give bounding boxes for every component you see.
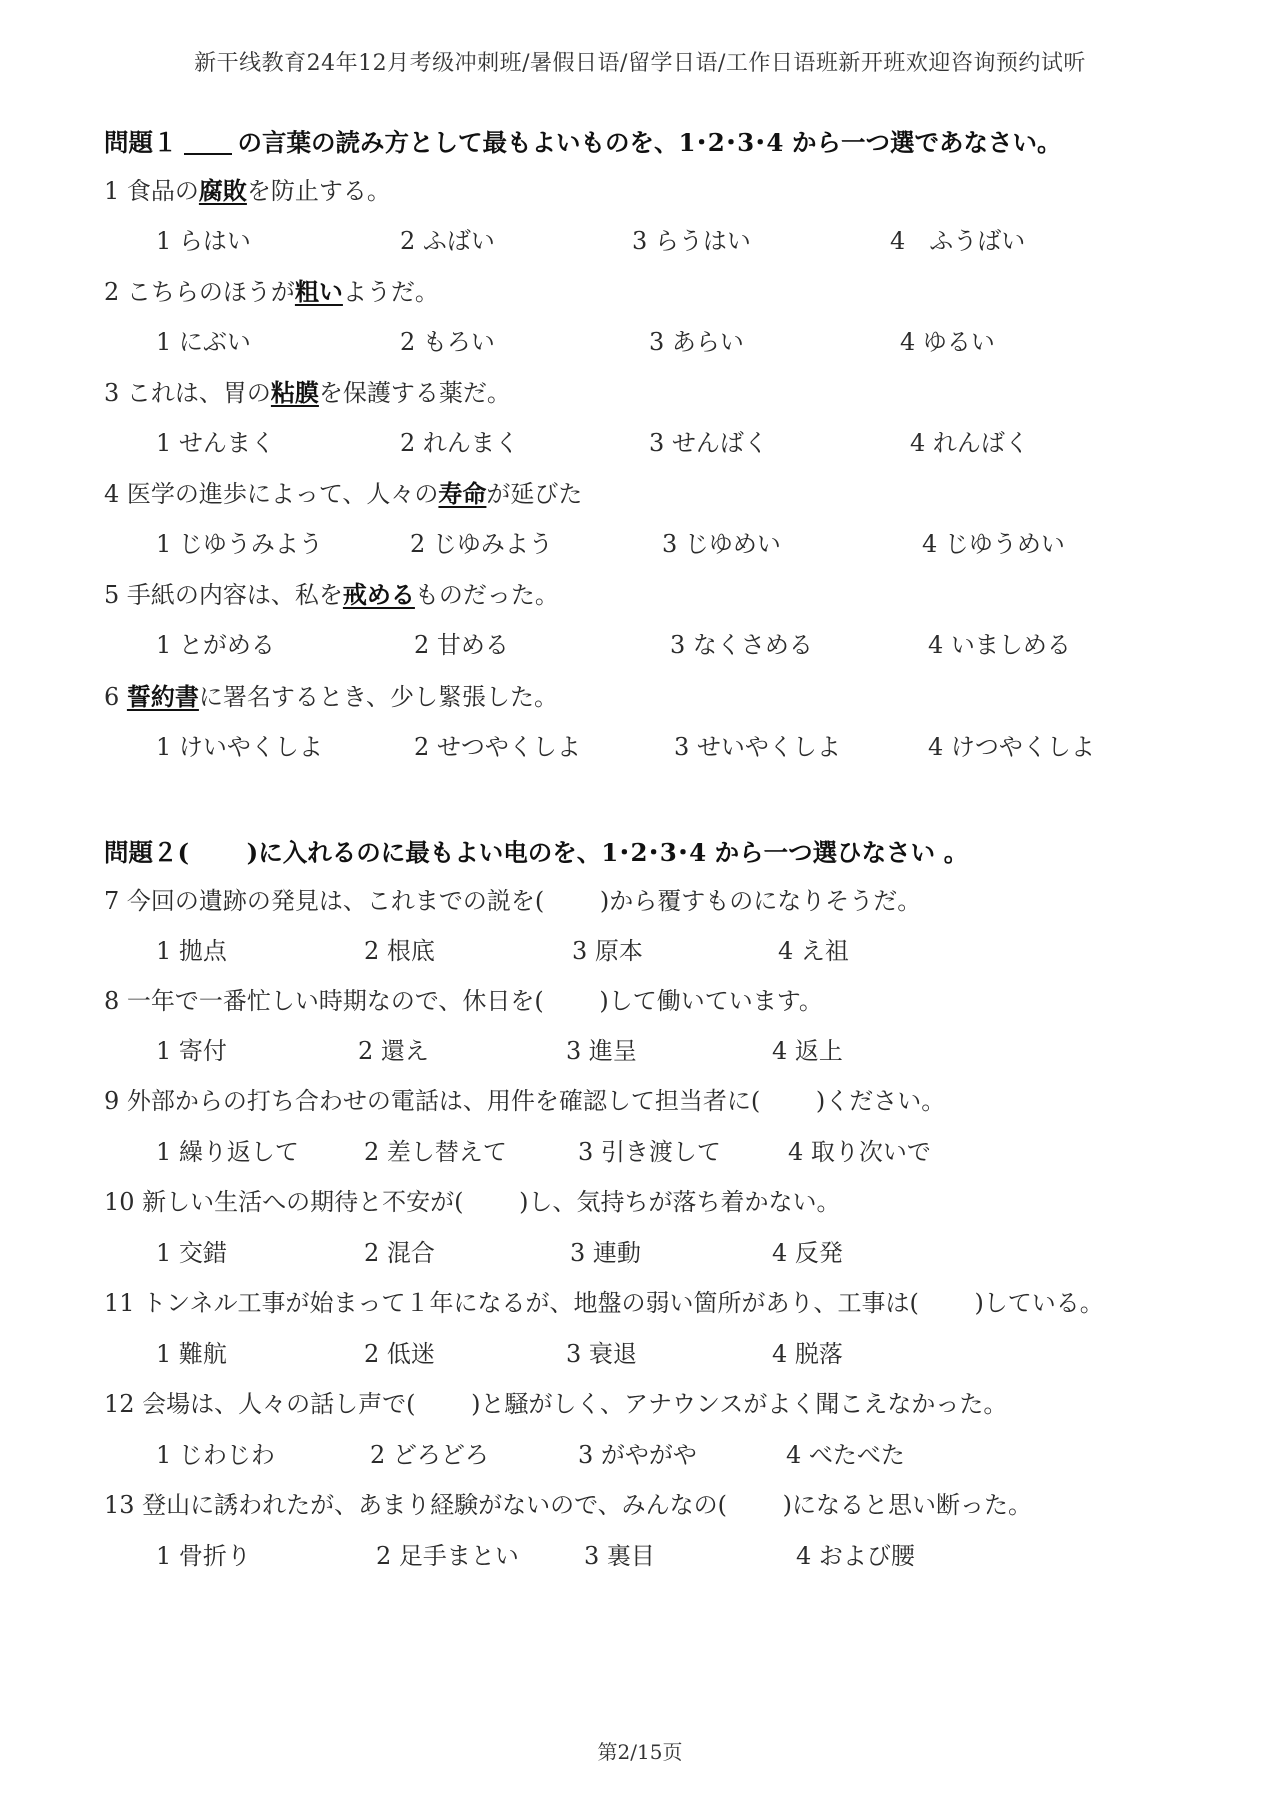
question-text: を保護する薬だ。	[318, 379, 511, 407]
question-text: ものだった。	[414, 581, 559, 609]
option: 1 じゆうみよう	[156, 530, 323, 558]
option: 1 寄付	[156, 1037, 227, 1065]
question-text: に署名するとき、少し緊張した。	[198, 683, 558, 711]
question-11: 11 トンネル工事が始まって１年になるが、地盤の弱い箇所があり、工事は( )している。	[104, 1289, 1104, 1317]
question-text: が延びた	[486, 480, 583, 508]
option: 3 引き渡して	[578, 1138, 721, 1166]
option: 4 いましめる	[928, 631, 1071, 659]
option: 1 骨折り	[156, 1542, 251, 1570]
page-number: 第2/15页	[597, 1740, 683, 1764]
question-2	[104, 275, 1240, 309]
underlined-word: 粘膜	[270, 378, 319, 407]
option: 1 難航	[156, 1340, 227, 1368]
question-4	[104, 477, 1240, 511]
underlined-word: 誓約書	[126, 682, 199, 711]
option: 4 および腰	[796, 1542, 915, 1570]
option: 4 え祖	[778, 937, 849, 965]
question-text: 4 医学の進歩によって、人々の	[104, 480, 439, 508]
blank-line	[184, 127, 232, 155]
section1-title	[104, 126, 1240, 160]
option: 2 どろどろ	[370, 1441, 489, 1469]
section1-number: 問題１	[104, 128, 178, 157]
underlined-word: 寿命	[438, 479, 487, 508]
option: 4 返上	[772, 1037, 843, 1065]
option: 1 せんまく	[156, 429, 275, 457]
option: 4 脱落	[772, 1340, 843, 1368]
option: 4 反発	[772, 1239, 843, 1267]
option: 1 繰り返して	[156, 1138, 299, 1166]
option: 3 進呈	[566, 1037, 637, 1065]
option: 1 とがめる	[156, 631, 275, 659]
option: 2 せつやくしよ	[414, 733, 581, 761]
question-text: を防止する。	[246, 177, 391, 205]
section1-instruction: の言葉の読み方として最もよいものを、1･2･3･4 から一つ選であなさい。	[237, 128, 1062, 157]
question-10: 10 新しい生活への期待と不安が( )し、気持ちが落ち着かない。	[104, 1188, 841, 1216]
option: 3 せいやくしよ	[674, 733, 841, 761]
underlined-word: 戒める	[342, 580, 415, 609]
question-text: 6	[104, 683, 127, 711]
question-12: 12 会場は、人々の話し声で( )と騒がしく、アナウンスがよく聞こえなかった。	[104, 1390, 1008, 1418]
question-7: 7 今回の遺跡の発見は、これまでの説を( )から覆すものになりそうだ。	[104, 887, 922, 915]
option: 3 がやがや	[578, 1441, 697, 1469]
option: 1 らはい	[156, 227, 251, 255]
option: 2 混合	[364, 1239, 435, 1267]
option: 4 けつやくしよ	[928, 733, 1095, 761]
option: 2 甘める	[414, 631, 509, 659]
option: 2 じゆみよう	[410, 530, 553, 558]
option: 2 低迷	[364, 1340, 435, 1368]
option: 3 らうはい	[632, 227, 751, 255]
question-9: 9 外部からの打ち合わせの電話は、用件を確認して担当者に( )ください。	[104, 1087, 946, 1115]
option: 4 取り次いで	[788, 1138, 931, 1166]
option: 1 にぶい	[156, 328, 251, 356]
option: 1 拋点	[156, 937, 227, 965]
question-text: 2 こちらのほうが	[104, 278, 295, 306]
option: 2 れんまく	[400, 429, 519, 457]
option: 3 原本	[572, 937, 643, 965]
option: 2 還え	[358, 1037, 429, 1065]
option: 4 ゆるい	[900, 328, 995, 356]
underlined-word: 腐敗	[198, 176, 247, 205]
question-text: ようだ。	[342, 278, 439, 306]
option: 3 あらい	[649, 328, 744, 356]
question-1	[104, 174, 1240, 208]
option: 2 根底	[364, 937, 435, 965]
option: 1 じわじわ	[156, 1441, 275, 1469]
underlined-word: 粗い	[294, 277, 343, 306]
question-8: 8 一年で一番忙しい時期なので、休日を( )して働いています。	[104, 987, 823, 1015]
option: 4 じゆうめい	[922, 530, 1065, 558]
option: 4 ふうばい	[890, 227, 1026, 255]
option: 3 衰退	[566, 1340, 637, 1368]
question-text: 5 手紙の内容は、私を	[104, 581, 343, 609]
question-13: 13 登山に誘われたが、あまり経験がないので、みんなの( )になると思い断った。	[104, 1491, 1033, 1519]
question-5	[104, 578, 1240, 612]
option: 2 差し替えて	[364, 1138, 507, 1166]
option: 3 なくさめる	[670, 631, 813, 659]
option: 3 せんばく	[649, 429, 768, 457]
option: 2 ふばい	[400, 227, 495, 255]
option: 3 じゆめい	[662, 530, 781, 558]
option: 2 足手まとい	[376, 1542, 519, 1570]
option: 4 れんばく	[910, 429, 1029, 457]
section2-title: 問題２( )に入れるのに最もよい电のを、1･2･3･4 から一つ選ひなさい 。	[104, 838, 969, 867]
question-text: 3 これは、胃の	[104, 379, 271, 407]
question-text: 1 食品の	[104, 177, 199, 205]
option: 2 もろい	[400, 328, 495, 356]
question-3	[104, 376, 1240, 410]
option: 3 裏目	[584, 1542, 655, 1570]
option: 3 連動	[570, 1239, 641, 1267]
page-header: 新干线教育24年12月考级冲刺班/暑假日语/留学日语/工作日语班新开班欢迎咨询预约试听	[194, 51, 1086, 76]
option: 4 べたべた	[786, 1441, 905, 1469]
question-6	[104, 680, 1240, 714]
option: 1 交錯	[156, 1239, 227, 1267]
option: 1 けいやくしよ	[156, 733, 323, 761]
